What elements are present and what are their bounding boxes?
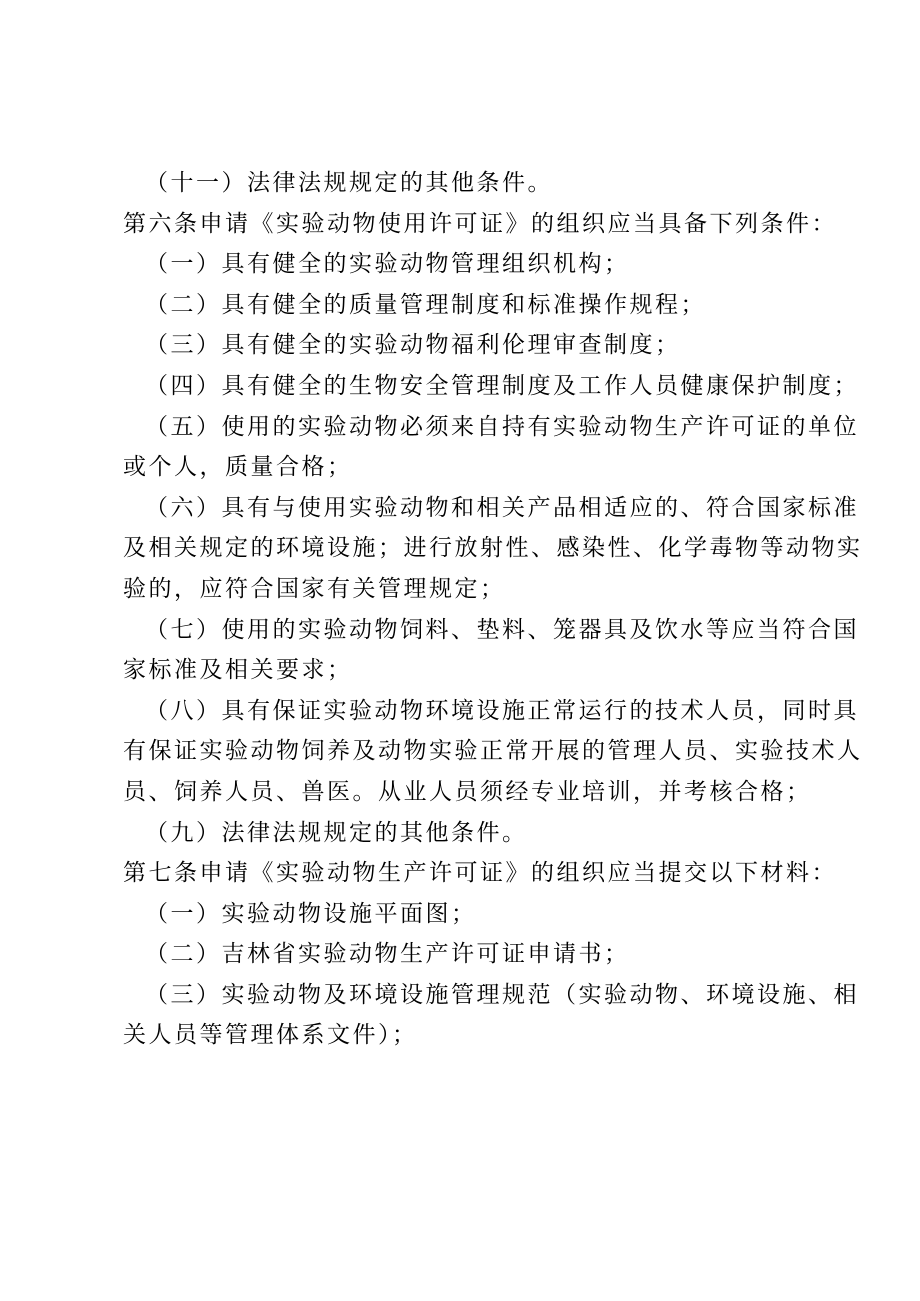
article-7-item-2: （二）吉林省实验动物生产许可证申请书； [145, 941, 630, 968]
article-7-heading: 第七条申请《实验动物生产许可证》的组织应当提交以下材料： [123, 860, 837, 887]
document-body [123, 163, 863, 1056]
article-6-item-5-cont: 或个人，质量合格； [123, 454, 353, 481]
article-6-item-2: （二）具有健全的质量管理制度和标准操作规程； [145, 291, 706, 318]
article-7-item-3: （三）实验动物及环境设施管理规范（实验动物、环境设施、相 [145, 981, 859, 1008]
article-7-item-3-cont: 关人员等管理体系文件）； [123, 1022, 418, 1049]
article-6-item-5: （五）使用的实验动物必须来自持有实验动物生产许可证的单位 [145, 413, 859, 440]
article-6-item-3: （三）具有健全的实验动物福利伦理审查制度； [145, 332, 681, 359]
article-6-item-6-cont-2: 验的，应符合国家有关管理规定； [123, 575, 506, 602]
article-6-item-4: （四）具有健全的生物安全管理制度及工作人员健康保护制度； [145, 372, 859, 399]
clause-6-item-11: （十一）法律法规规定的其他条件。 [145, 170, 553, 196]
article-6-item-1: （一）具有健全的实验动物管理组织机构； [145, 251, 630, 278]
article-6-item-8: （八）具有保证实验动物环境设施正常运行的技术人员，同时具 [145, 697, 859, 724]
article-6-item-7: （七）使用的实验动物饲料、垫料、笼器具及饮水等应当符合国 [145, 616, 859, 643]
article-6-item-6-cont-1: 及相关规定的环境设施；进行放射性、感染性、化学毒物等动物实 [123, 535, 863, 562]
article-7-item-1: （一）实验动物设施平面图； [145, 900, 477, 927]
article-6-heading: 第六条申请《实验动物使用许可证》的组织应当具备下列条件： [123, 210, 837, 237]
article-6-item-8-cont-2: 员、饲养人员、兽医。从业人员须经专业培训，并考核合格； [123, 778, 812, 805]
article-6-item-9: （九）法律法规规定的其他条件。 [145, 819, 528, 846]
article-6-item-8-cont-1: 有保证实验动物饲养及动物实验正常开展的管理人员、实验技术人 [123, 738, 863, 765]
article-6-item-6: （六）具有与使用实验动物和相关产品相适应的、符合国家标准 [145, 494, 859, 521]
article-6-item-7-cont: 家标准及相关要求； [123, 657, 353, 684]
